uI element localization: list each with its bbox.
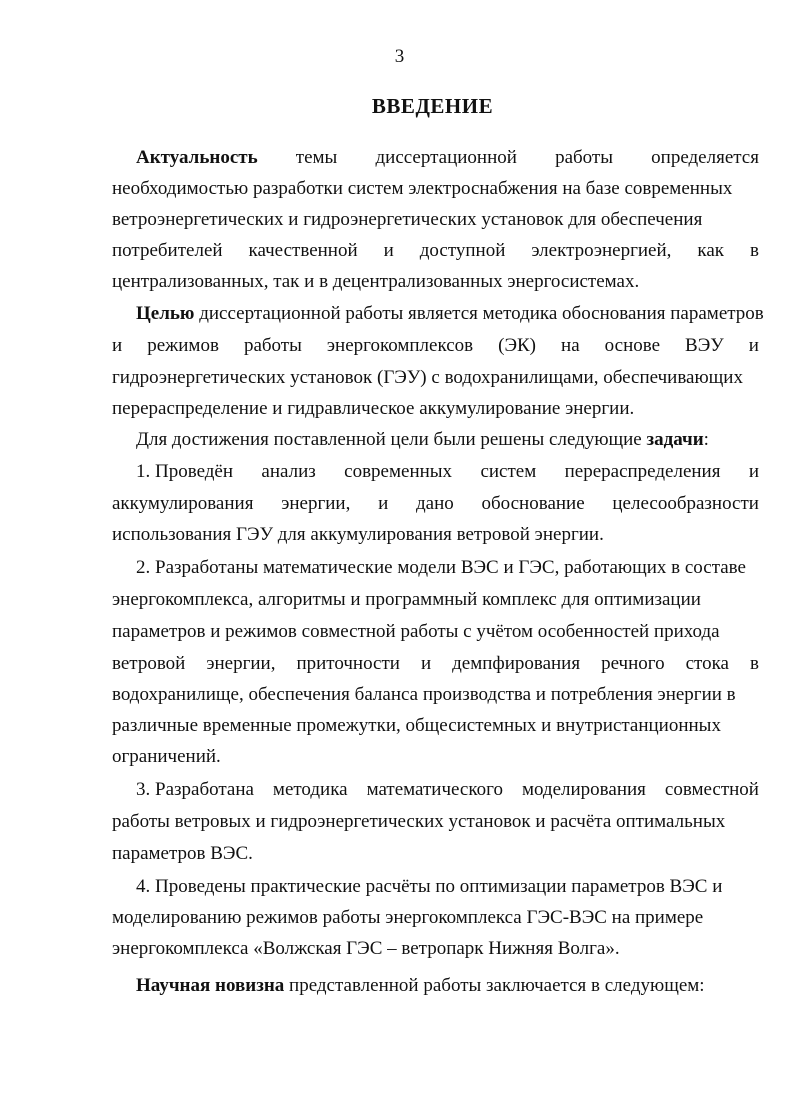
task2-line-6: различные временные промежутки, общесистемных и внутристанционных [112,715,721,736]
tasks-intro-text: Для достижения поставленной цели были решены следующие [136,429,647,450]
word: моделирования [521,779,646,800]
word: диссертационной [375,147,517,168]
task4-line-2: моделированию режимов работы энергокомплекса ГЭС-ВЭС на примере [112,907,704,928]
word: совместной [664,779,759,800]
goal-term: Целью [136,303,195,324]
word: основе [604,335,661,356]
task2-line-1: 2. Разработаны математические модели ВЭС и ГЭС, работающих в составе [136,557,746,578]
novelty-line [136,974,759,998]
page-title: ВВЕДЕНИЕ [371,94,494,118]
word: стока [685,653,729,674]
task2-line-3: параметров и режимов совместной работы с учётом особенностей прихода [112,621,720,642]
task3-line-3: параметров ВЭС. [112,843,253,864]
novelty-term: Научная новизна [136,975,285,996]
word: математического [366,779,503,800]
word: доступной [419,240,506,261]
word: ветровой [112,653,186,674]
word: аккумулирования [112,493,254,514]
word: качественной [248,240,358,261]
task4-line-1: 4. Проведены практические расчёты по оптимизации параметров ВЭС и [136,876,723,897]
goal-line-3: гидроэнергетических установок (ГЭУ) с водохранилищами, обеспечивающих [112,367,743,388]
task4-line-3: энергокомплекса «Волжская ГЭС – ветропарк Нижняя Волга». [112,938,620,959]
word: и [378,493,389,514]
word: (ЭК) [498,335,537,356]
relevance-line-4 [112,239,759,263]
tasks-intro-tail: : [703,429,709,450]
task2-line-2: энергокомплекса, алгоритмы и программный комплекс для оптимизации [112,589,701,610]
word: и [420,653,432,674]
word: приточности [296,653,400,674]
goal-line-1 [136,302,764,326]
task1-line-2 [112,492,759,516]
novelty-rest: представленной работы заключается в следующем: [284,975,705,996]
task2-line-5: водохранилище, обеспечения баланса производства и потребления энергии в [112,684,736,705]
task2-line-4 [112,652,759,676]
goal-line-2 [112,334,759,358]
word: 3. Разработана [136,779,254,800]
word: в [749,653,759,674]
word: энергокомплексов [326,335,474,356]
word: обоснование [481,493,585,514]
word: систем [480,461,537,482]
task3-line-2: работы ветровых и гидроэнергетических установок и расчёта оптимальных [112,811,726,832]
relevance-line-3: ветроэнергетических и гидроэнергетических установок для обеспечения [112,209,703,230]
word: темы [295,147,338,168]
word: 1. Проведён [136,461,234,482]
word: на [561,335,580,356]
relevance-line-5: централизованных, так и в децентрализованных энергосистемах. [112,271,640,292]
word: дано [415,493,454,514]
word: потребителей [112,240,223,261]
word: целесообразности [612,493,759,514]
word: в [749,240,759,261]
word: и [112,335,123,356]
word: энергии, [206,653,276,674]
word: электроэнергией, [531,240,672,261]
word: речного [601,653,665,674]
relevance-line-2: необходимостью разработки систем электроснабжения на базе современных [112,178,733,199]
page-number: 3 [394,46,405,67]
word: и [748,461,759,482]
word: энергии, [281,493,351,514]
word: анализ [261,461,316,482]
word: как [697,240,724,261]
tasks-intro [136,428,759,452]
word: современных [344,461,453,482]
goal-line-1-rest: диссертационной работы является методика обоснования параметров [194,303,764,324]
tasks-term: задачи [646,429,704,450]
word: методика [272,779,348,800]
word: ВЭУ [685,335,724,356]
word: режимов [147,335,219,356]
word: определяется [651,147,759,168]
task1-line-1 [136,460,759,484]
word: и [748,335,759,356]
task2-line-7: ограничений. [112,746,221,767]
relevance-term: Актуальность [136,147,258,168]
word: перераспределения [564,461,721,482]
word: демпфирования [452,653,581,674]
goal-line-4: перераспределение и гидравлическое аккумулирование энергии. [112,398,635,419]
word: работы [243,335,302,356]
word: работы [555,147,613,168]
word: и [383,240,394,261]
task3-line-1 [136,778,759,802]
relevance-line-1 [136,146,759,170]
task1-line-3: использования ГЭУ для аккумулирования ветровой энергии. [112,524,604,545]
